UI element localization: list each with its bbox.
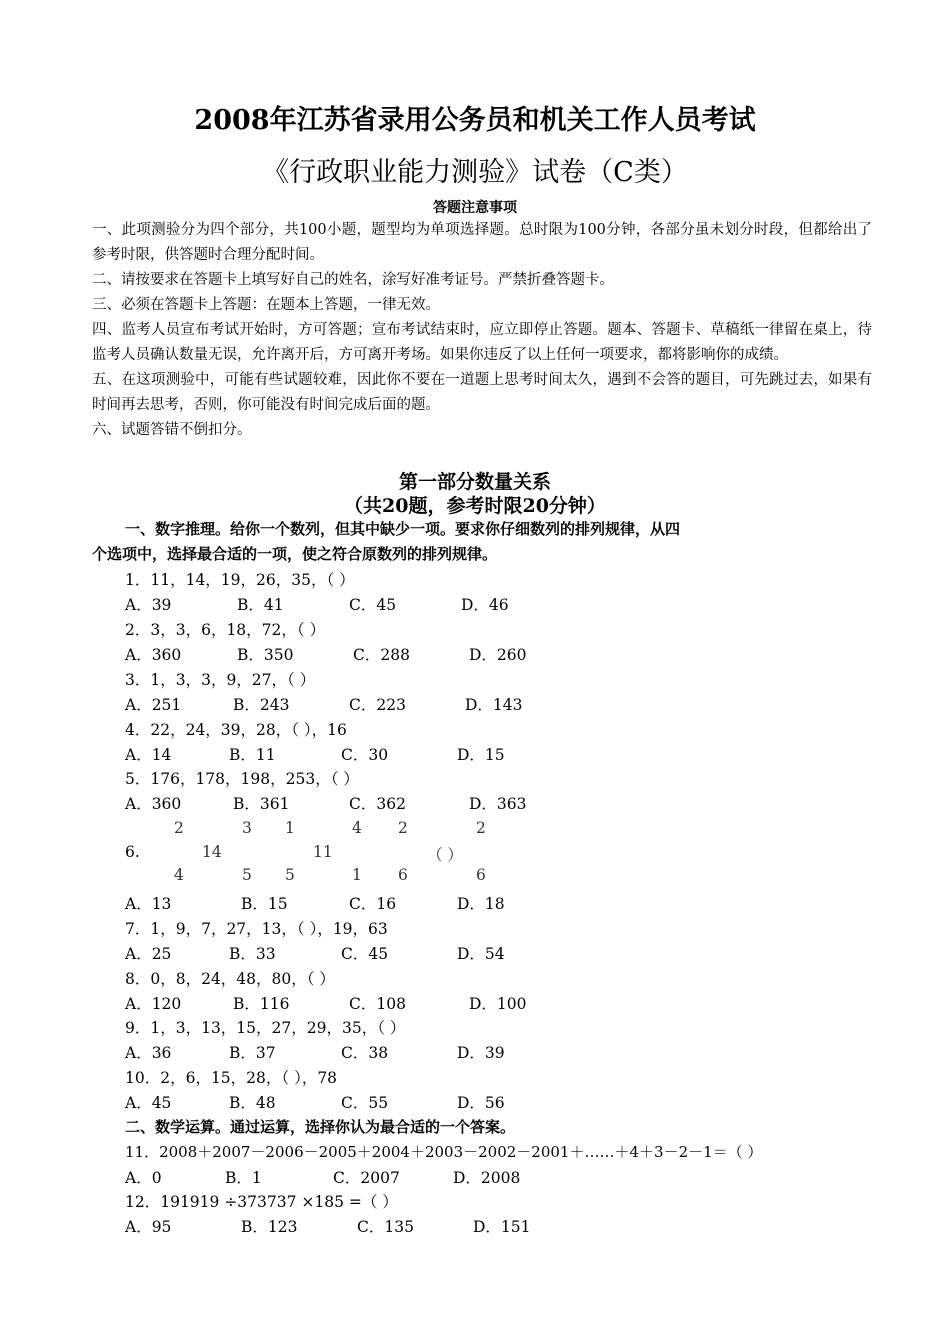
q10-option-c: C．55 — [341, 1094, 389, 1112]
q11-option-b: B．1 — [225, 1169, 262, 1187]
q12-option-d: D．151 — [473, 1218, 531, 1236]
q6-numerator: 2 — [476, 819, 486, 837]
q5-option-c: C．362 — [349, 795, 406, 813]
q6-integer: 14 — [202, 843, 222, 861]
notice-item: 二、请按要求在答题卡上填写好自己的姓名，涂写好准考证号。严禁折叠答题卡。 — [92, 272, 614, 288]
q6-denominator: 6 — [476, 866, 486, 884]
question-5: 5．176，178，198，253，（ ） — [125, 770, 359, 788]
q4-option-a: A．14 — [125, 746, 172, 764]
q2-option-d: D．260 — [469, 646, 527, 664]
part1-intro-line1: 一、数字推理。给你一个数列，但其中缺少一项。要求你仔细数列的排列规律，从四 — [125, 520, 681, 538]
q6-numerator: 3 — [242, 819, 252, 837]
exam-subtitle: 《行政职业能力测验》试卷（C类） — [262, 157, 688, 188]
q2-option-b: B．350 — [237, 646, 294, 664]
question-9: 9．1，3，13，15，27，29，35，（ ） — [125, 1019, 406, 1037]
notice-list — [92, 218, 872, 443]
q6-integer: 11 — [313, 843, 333, 861]
q1-option-a: A．39 — [125, 596, 172, 614]
q1-option-b: B．41 — [237, 596, 284, 614]
q9-option-b: B．37 — [229, 1044, 276, 1062]
q9-option-a: A．36 — [125, 1044, 172, 1062]
q5-option-d: D．363 — [469, 795, 527, 813]
q6-numerator: 1 — [285, 819, 295, 837]
q6-denominator: 5 — [285, 866, 295, 884]
q11-option-c: C．2007 — [333, 1169, 400, 1187]
notice-heading: 答题注意事项 — [433, 200, 517, 216]
q3-option-c: C．223 — [349, 696, 406, 714]
q6-denominator: 1 — [352, 866, 362, 884]
q6-option-b: B．15 — [241, 895, 288, 913]
q1-option-d: D．46 — [461, 596, 509, 614]
q5-option-b: B．361 — [233, 795, 290, 813]
q6-denominator: 6 — [398, 866, 408, 884]
q4-option-b: B．11 — [229, 746, 276, 764]
question-2: 2．3，3，6，18，72，（ ） — [125, 621, 326, 639]
question-10: 10．2，6，15，28，（ ），78 — [125, 1069, 338, 1087]
q6-denominator: 5 — [242, 866, 252, 884]
q9-option-d: D．39 — [457, 1044, 505, 1062]
q4-option-d: D．15 — [457, 746, 505, 764]
question-12: 12．191919 ÷373737 ×185 =（ ） — [125, 1193, 398, 1211]
q11-option-d: D．2008 — [453, 1169, 521, 1187]
q8-option-c: C．108 — [349, 995, 406, 1013]
section-subtitle: （共20题，参考时限20分钟） — [344, 495, 606, 517]
q8-option-a: A．120 — [125, 995, 182, 1013]
q8-option-b: B．116 — [233, 995, 290, 1013]
q3-option-a: A．251 — [125, 696, 182, 714]
q6-option-d: D．18 — [457, 895, 505, 913]
notice-item: 四、监考人员宣布考试开始时，方可答题；宣布考试结束时，应立即停止答题。题本、答题卡、草稿纸一律留在桌上，待监考人员确认数量无误，允许离开后，方可离开考场。如果你违反了以上任何一项要求，都将影响你的成绩。 — [92, 322, 872, 363]
q6-numerator: 2 — [398, 819, 408, 837]
notice-item: 六、试题答错不倒扣分。 — [92, 422, 252, 438]
q7-option-b: B．33 — [229, 945, 276, 963]
q7-option-c: C．45 — [341, 945, 389, 963]
q12-option-a: A．95 — [125, 1218, 172, 1236]
question-4: 4．22，24，39，28，（ ），16 — [125, 721, 347, 739]
q5-option-a: A．360 — [125, 795, 182, 813]
q6-denominator: 4 — [174, 866, 184, 884]
q6-blank: （ ） — [427, 846, 463, 864]
question-3: 3．1，3，3，9，27，（ ） — [125, 671, 316, 689]
notice-item: 三、必须在答题卡上答题：在题本上答题，一律无效。 — [92, 297, 440, 313]
q8-option-d: D．100 — [469, 995, 527, 1013]
q12-option-b: B．123 — [241, 1218, 298, 1236]
q3-option-b: B．243 — [233, 696, 290, 714]
section-title: 第一部分数量关系 — [398, 471, 551, 493]
question-11: 11．2008＋2007－2006－2005＋2004＋2003－2002－2001＋……＋4＋3－2－1＝（ ） — [125, 1143, 763, 1161]
part2-intro: 二、数学运算。通过运算，选择你认为最合适的一个答案。 — [125, 1118, 516, 1136]
q2-option-c: C．288 — [353, 646, 410, 664]
q9-option-c: C．38 — [341, 1044, 389, 1062]
question-7: 7．1，9，7，27，13，（ ），19，63 — [125, 920, 388, 938]
q11-option-a: A．0 — [125, 1169, 162, 1187]
question-1: 1．11，14，19，26，35，（ ） — [125, 571, 355, 589]
question-6-label: 6. — [125, 843, 140, 861]
exam-title: 2008年江苏省录用公务员和机关工作人员考试 — [194, 105, 756, 136]
q1-option-c: C．45 — [349, 596, 397, 614]
notice-item: 五、在这项测验中，可能有些试题较难，因此你不要在一道题上思考时间太久，遇到不会答的题目，可先跳过去，如果有时间再去思考，否则，你可能没有时间完成后面的题。 — [92, 372, 872, 413]
q10-option-a: A．45 — [125, 1094, 172, 1112]
q2-option-a: A．360 — [125, 646, 182, 664]
q6-numerator: 2 — [174, 819, 184, 837]
q6-numerator: 4 — [352, 819, 362, 837]
q7-option-a: A．25 — [125, 945, 172, 963]
notice-item: 一、此项测验分为四个部分，共100小题，题型均为单项选择题。总时限为100分钟，各部分虽未划分时段，但都给出了参考时限，供答题时合理分配时间。 — [92, 222, 872, 263]
q3-option-d: D．143 — [465, 696, 523, 714]
q4-option-c: C．30 — [341, 746, 389, 764]
q10-option-d: D．56 — [457, 1094, 505, 1112]
q10-option-b: B．48 — [229, 1094, 276, 1112]
q7-option-d: D．54 — [457, 945, 505, 963]
q6-option-a: A．13 — [125, 895, 172, 913]
question-8: 8．0，8，24，48，80，（ ） — [125, 970, 335, 988]
q6-option-c: C．16 — [349, 895, 397, 913]
q12-option-c: C．135 — [357, 1218, 414, 1236]
part1-intro-line2: 个选项中，选择最合适的一项，使之符合原数列的排列规律。 — [92, 545, 498, 563]
